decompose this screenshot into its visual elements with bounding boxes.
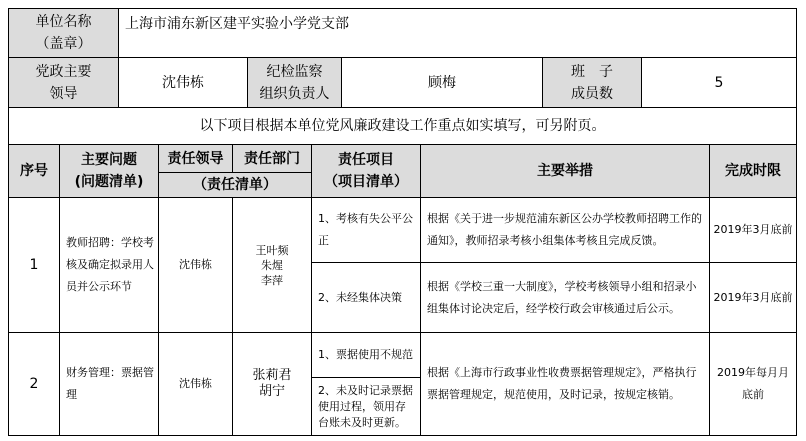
col-no-label: 序号 (20, 163, 48, 179)
row1-no (8, 197, 60, 333)
row2-item2 (311, 377, 421, 436)
col-issue-line1: 主要问题 (81, 152, 137, 168)
row2-measure (420, 332, 710, 436)
note-row (8, 107, 797, 145)
discipline-name: 顾梅 (428, 74, 456, 91)
team-label (542, 57, 642, 108)
row1-deadline2-text: 2019年3月底前 (713, 290, 793, 304)
row1-dept (232, 197, 312, 333)
row2-issue (59, 332, 159, 436)
row2-no (8, 332, 60, 436)
col-item (311, 144, 421, 198)
row1-measure2 (420, 262, 710, 333)
col-leader (158, 144, 233, 173)
leader-label-line1: 党政主要 (35, 63, 92, 80)
col-item-line2: （项目清单） (324, 174, 408, 190)
leader-label-line2: 领导 (49, 85, 78, 102)
leader-name: 沈伟栋 (162, 74, 204, 91)
col-dept-label: 责任部门 (244, 150, 300, 167)
row1-issue (59, 197, 159, 333)
unit-name-label-line2: （盖章） (35, 36, 92, 52)
col-no (8, 144, 60, 198)
team-value (641, 57, 797, 108)
row1-leader (158, 197, 233, 333)
col-measures (420, 144, 710, 198)
row2-item1 (311, 332, 421, 378)
row2-item2-text: 2、未及时记录票据使用过程，领用存台账未及时更新。 (318, 383, 413, 429)
leader-label (8, 57, 119, 108)
row1-item2-text: 2、未经集体决策 (318, 290, 402, 304)
team-label-line2: 成员数 (571, 85, 613, 102)
discipline-label-line2: 组织负责人 (259, 85, 330, 102)
row1-leader-text: 沈伟栋 (179, 258, 212, 271)
row1-item1-text: 1、考核有失公平公正 (318, 212, 413, 247)
team-label-line1: 班 子 (571, 63, 613, 80)
unit-name-label-line1: 单位名称 (35, 14, 92, 30)
leader-value (118, 57, 248, 108)
row1-deadline2 (709, 262, 797, 333)
row2-deadline (709, 332, 797, 436)
row1-item1 (311, 197, 421, 263)
row2-leader (158, 332, 233, 436)
row1-deadline1 (709, 197, 797, 263)
col-resp-list-label: （责任清单） (193, 177, 277, 193)
col-issue (59, 144, 159, 198)
col-leader-label: 责任领导 (167, 150, 224, 167)
col-deadline-label: 完成时限 (725, 163, 781, 179)
row1-measure1 (420, 197, 710, 263)
unit-name-text: 上海市浦东新区建平实验小学党支部 (125, 16, 349, 32)
col-measures-label: 主要举措 (537, 163, 593, 179)
row2-dept-1: 张莉君 (252, 368, 292, 383)
row1-item2 (311, 262, 421, 333)
row1-issue-text: 教师招聘：学校考核及确定拟录用人员并公示环节 (66, 236, 154, 293)
row2-dept-2: 胡宁 (258, 384, 285, 399)
col-dept (232, 144, 312, 173)
note-text: 以下项目根据本单位党风廉政建设工作重点如实填写，可另附页。 (199, 118, 606, 134)
row1-dept-2: 朱煋 (261, 258, 283, 272)
unit-name-label (8, 8, 119, 58)
row2-measure-text: 根据《上海市行政事业性收费票据管理规定》，严格执行票据管理规定，规范使用，及时记录，按规定核销。 (427, 366, 697, 401)
discipline-label-line1: 纪检监察 (266, 63, 323, 80)
discipline-label (247, 57, 342, 108)
col-deadline (709, 144, 797, 198)
col-item-line1: 责任项目 (338, 152, 394, 168)
row1-dept-3: 李萍 (261, 273, 283, 287)
unit-name-value (118, 8, 797, 58)
row1-dept-1: 王叶频 (255, 243, 289, 257)
col-issue-line2: (问题清单) (74, 174, 144, 190)
row2-leader-text: 沈伟栋 (179, 377, 212, 390)
row2-dept (232, 332, 312, 436)
row1-deadline1-text: 2019年3月底前 (713, 223, 793, 236)
row1-measure2-text: 根据《学校三重一大制度》，学校考核领导小组和招录小组集体讨论决定后，经学校行政会审核通过后公示。 (427, 279, 697, 315)
team-count: 5 (714, 74, 724, 91)
row1-no-text: 1 (29, 257, 39, 273)
row2-issue-text: 财务管理：票据管理 (66, 366, 154, 401)
col-resp-list (158, 172, 312, 198)
discipline-value (341, 57, 543, 108)
row2-deadline-text: 2019年每月月底前 (717, 366, 789, 401)
row2-no-text: 2 (29, 376, 39, 392)
row1-measure1-text: 根据《关于进一步规范浦东新区公办学校教师招聘工作的通知》，教师招录考核小组集体考核且完成反馈。 (427, 212, 702, 247)
row2-item1-text: 1、票据使用不规范 (318, 348, 413, 361)
